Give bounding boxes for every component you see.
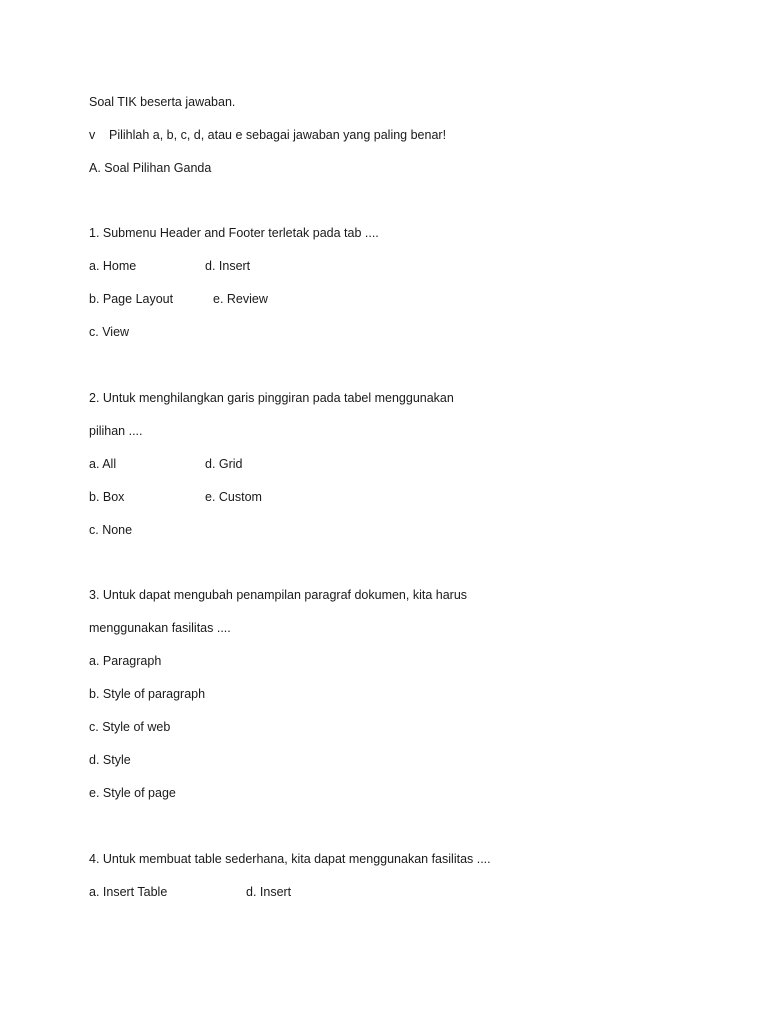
option: a. Paragraph	[89, 654, 162, 668]
option: e. Review	[213, 292, 268, 306]
question-2-cont: pilihan ....	[89, 424, 143, 438]
option: d. Style	[89, 753, 131, 767]
option: d. Grid	[205, 457, 243, 471]
question-4: 4. Untuk membuat table sederhana, kita dapat menggunakan fasilitas ....	[89, 852, 491, 866]
option: c. View	[89, 325, 130, 339]
question-2: 2. Untuk menghilangkan garis pinggiran pada tabel menggunakan	[89, 391, 454, 405]
option: d. Insert	[246, 885, 292, 899]
question-3-cont: menggunakan fasilitas ....	[89, 621, 231, 635]
section-heading: A. Soal Pilihan Ganda	[89, 161, 212, 175]
option: a. All	[89, 457, 117, 471]
question-3: 3. Untuk dapat mengubah penampilan paragraf dokumen, kita harus	[89, 588, 468, 602]
option: a. Insert Table	[89, 885, 168, 899]
option: b. Box	[89, 490, 125, 504]
option: e. Custom	[205, 490, 262, 504]
question-1: 1. Submenu Header and Footer terletak pada tab ....	[89, 226, 379, 240]
option: c. None	[89, 523, 133, 537]
instruction-text: Pilihlah a, b, c, d, atau e sebagai jawaban yang paling benar!	[109, 128, 447, 142]
document-title: Soal TIK beserta jawaban.	[89, 95, 236, 109]
option: d. Insert	[205, 259, 251, 273]
option: b. Style of paragraph	[89, 687, 206, 701]
instruction-bullet: v	[89, 128, 96, 142]
option: c. Style of web	[89, 720, 171, 734]
option: a. Home	[89, 259, 137, 273]
option: e. Style of page	[89, 786, 176, 800]
option: b. Page Layout	[89, 292, 174, 306]
